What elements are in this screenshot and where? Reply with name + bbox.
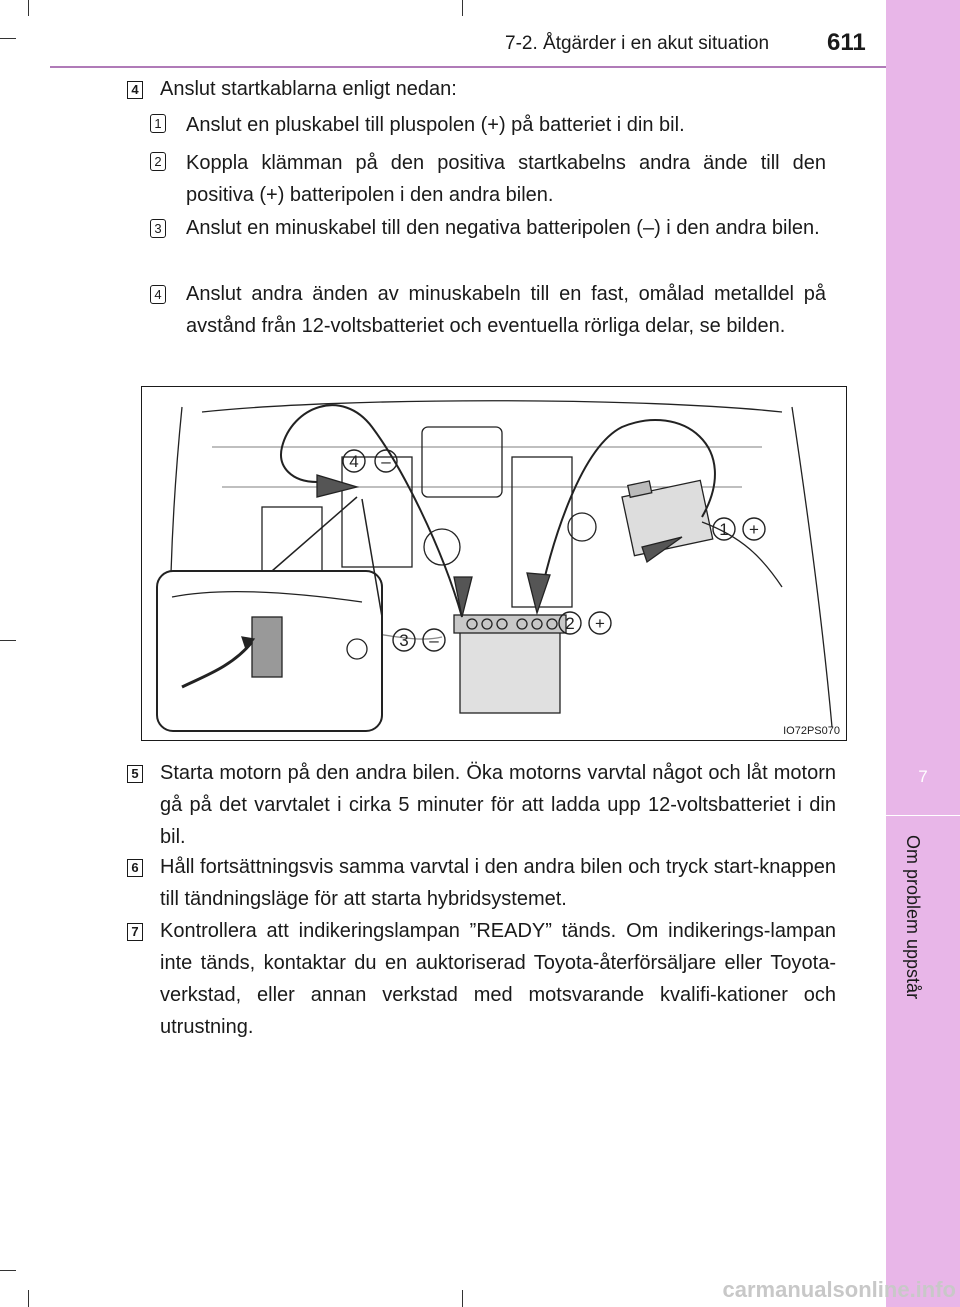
substep-4-text: Anslut andra änden av minuskabeln till en fast, omålad metalldel på avstånd från 12-voltsbatteriet och eventuella rörliga delar, se bilden.: [186, 283, 826, 337]
crop-mark: [28, 1290, 29, 1307]
crop-mark: [0, 640, 16, 641]
callout-2-sign: +: [595, 614, 605, 633]
substep-number-2: 2: [150, 152, 166, 171]
crop-mark: [462, 0, 463, 16]
substep-3-text: Anslut en minuskabel till den negativa batteripolen (–) i den andra bilen.: [186, 217, 820, 239]
step-number-6: 6: [127, 859, 143, 877]
step-number-4: 4: [127, 81, 143, 99]
substep-1-text: Anslut en pluskabel till pluspolen (+) på batteriet i din bil.: [186, 114, 685, 136]
crop-mark: [0, 1270, 16, 1271]
watermark: carmanualsonline.info: [722, 1277, 956, 1302]
step-number-5: 5: [127, 765, 143, 783]
crop-mark: [0, 38, 16, 39]
step-4-text: Anslut startkablarna enligt nedan:: [160, 78, 457, 100]
substep-number-3: 3: [150, 219, 166, 238]
chapter-tab-divider: [886, 815, 960, 816]
engine-bay-drawing: [142, 387, 846, 740]
page-number: 611: [827, 29, 866, 56]
step-7-text: Kontrollera att indikeringslampan ”READY” tänds. Om indikerings-lampan inte tänds, kontaktar du en auktoriserad Toyota-återförsäljare eller Toyota-verkstad, eller annan verkstad med motsvarande kvalifi-kationer och utrustning.: [160, 920, 836, 1038]
crop-mark: [28, 0, 29, 16]
step-6-text: Håll fortsättningsvis samma varvtal i den andra bilen och tryck start-knappen till tändningsläge för att starta hybridsystemet.: [160, 856, 836, 910]
substep-number-4: 4: [150, 285, 166, 304]
header-rule: [50, 66, 886, 68]
callout-4-number: 4: [349, 452, 359, 471]
step-5-text: Starta motorn på den andra bilen. Öka motorns varvtal något och låt motorn gå på det varvtalet i cirka 5 minuter för att ladda upp 12-voltsbatteriet i din bil.: [160, 762, 836, 848]
running-header: 7-2. Åtgärder i en akut situation: [505, 33, 770, 54]
figure-code: IO72PS070: [783, 725, 840, 737]
substep-number-1: 1: [150, 114, 166, 133]
callout-3-number: 3: [399, 631, 409, 650]
chapter-title: Om problem uppstår: [903, 835, 923, 1000]
callout-1-number: 1: [719, 520, 729, 539]
callout-2-number: 2: [565, 614, 575, 633]
chapter-tab: [886, 0, 960, 1307]
substep-2-text: Koppla klämman på den positiva startkabelns andra ände till den positiva (+) batteripolen i den andra bilen.: [186, 152, 826, 206]
jump-start-illustration: [141, 386, 847, 741]
other-battery: [454, 615, 566, 713]
callout-1-sign: +: [749, 520, 759, 539]
callout-4-sign: –: [381, 452, 391, 471]
step-number-7: 7: [127, 923, 143, 941]
chapter-number: 7: [918, 767, 928, 786]
crop-mark: [462, 1290, 463, 1307]
callout-3-sign: –: [429, 631, 439, 650]
